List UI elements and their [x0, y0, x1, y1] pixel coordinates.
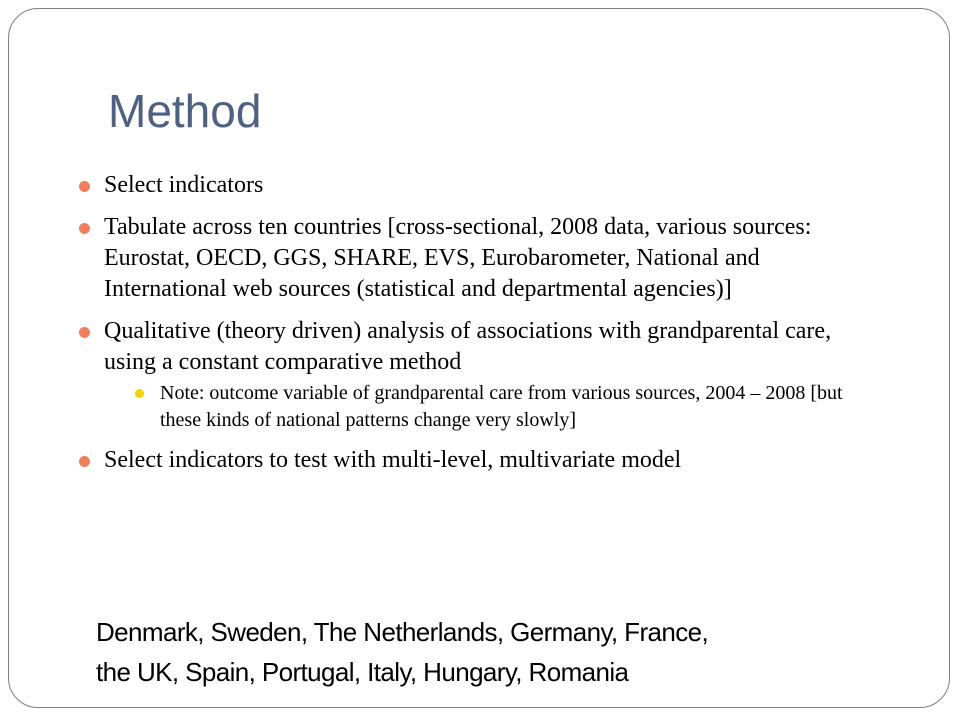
- bullet-list: [76, 170, 876, 487]
- bullet-dot-icon: [79, 456, 90, 467]
- country-list-line: Denmark, Sweden, The Netherlands, Germany, France,: [96, 617, 709, 647]
- sub-bullet-dot-icon: [135, 389, 144, 398]
- sub-bullet-text: Note: outcome variable of grandparental care from various sources, 2004 – 2008 [but these kinds of national patterns change very slowly]: [160, 382, 843, 431]
- bullet-item: [76, 212, 876, 305]
- bullet-item: [76, 170, 876, 201]
- country-list-line: the UK, Spain, Portugal, Italy, Hungary, Romania: [96, 657, 629, 687]
- bullet-text: Select indicators to test with multi-level, multivariate model: [104, 447, 682, 473]
- bullet-text: Qualitative (theory driven) analysis of associations with grandparental care, using a constant comparative method: [104, 318, 832, 375]
- country-list: [96, 612, 856, 692]
- bullet-dot-icon: [79, 223, 90, 234]
- bullet-item: [76, 445, 876, 476]
- bullet-dot-icon: [79, 327, 90, 338]
- bullet-text: Tabulate across ten countries [cross-sectional, 2008 data, various sources: Eurostat, OECD, GGS, SHARE, EVS, Eurobarometer, National and International web sources (statistical and departmental agencies)]: [104, 214, 812, 302]
- sub-bullet-item: [132, 380, 876, 434]
- slide-title: Method: [108, 85, 262, 137]
- bullet-item: [76, 316, 876, 434]
- bullet-text: Select indicators: [104, 172, 264, 198]
- bullet-dot-icon: [79, 181, 90, 192]
